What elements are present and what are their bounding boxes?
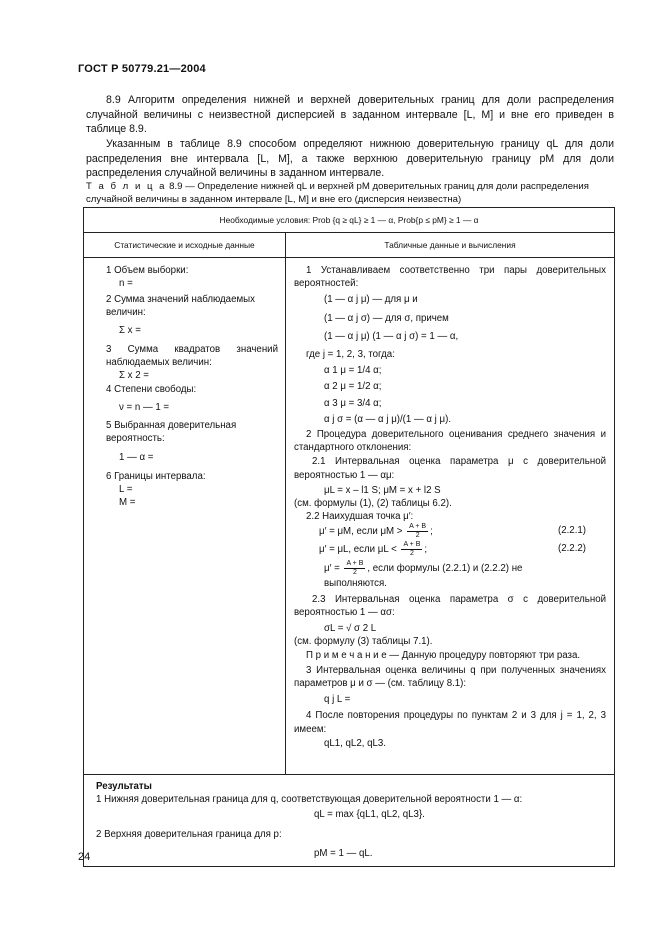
step-3: 3 Интервальная оценка величины q при полученных значениях параметров μ и σ — (см. таблицу 8.1):: [294, 664, 606, 689]
equation-2-2-2: μ′ = μL, если μL < $\frac{A + B}{2}$ ; (2.2.2): [294, 541, 606, 558]
alpha-2: α 2 μ = 1/2 α;: [324, 381, 382, 393]
equation-midpoint-cont: выполняются.: [324, 577, 387, 589]
step-2-2: 2.2 Наихудшая точка μ′:: [306, 511, 414, 523]
step-2-1: 2.1 Интервальная оценка параметра μ с доверительной вероятностью 1 — αμ:: [294, 456, 606, 481]
equation-2-2-1-number: (2.2.1): [558, 525, 586, 537]
table-caption-label: Т а б л и ц а: [86, 181, 167, 192]
step-2-3-ref: (см. формулу (3) таблицы 7.1).: [294, 636, 433, 648]
step-1: 1 Устанавливаем соответственно три пары доверительных вероятностей:: [294, 265, 606, 290]
left-item: 2 Сумма значений наблюдаемых величин:: [106, 294, 255, 318]
calculations-cell: [286, 258, 615, 775]
left-item: 5 Выбранная доверительная вероятность:: [106, 420, 237, 444]
left-item: Σ x =: [119, 325, 141, 336]
equation-2-2-2-number: (2.2.2): [558, 542, 586, 554]
step-2-3: 2.3 Интервальная оценка параметра σ с доверительной вероятностью 1 — ασ:: [294, 593, 606, 618]
fraction: $\frac{A + B}{2}$: [346, 559, 364, 576]
result-1: 1 Нижняя доверительная граница для q, соответствующая доверительной вероятности 1 — α:: [96, 794, 523, 806]
note: П р и м е ч а н и е — Данную процедуру повторяют три раза.: [306, 649, 581, 661]
alpha-1: α 1 μ = 1/4 α;: [324, 365, 382, 377]
step-1d: где j = 1, 2, 3, тогда:: [306, 349, 395, 361]
equation-2-2-2-lhs: μ′ = μL, если μL <: [319, 543, 397, 555]
left-item: 1 — α =: [119, 452, 154, 463]
document-header: ГОСТ Р 50779.21—2004: [78, 63, 206, 75]
intro-paragraph-2: Указанным в таблице 8.9 способом определяют нижнюю доверительную границу qL для доли распределения вне интервала [L, M], а также верхнюю доверительную границу pM для доли распределения случайной величины в заданном интервале.: [86, 138, 614, 180]
step-1b: (1 — α j σ) — для σ, причем: [324, 312, 449, 324]
left-item: 1 Объем выборки:: [106, 265, 189, 276]
conditions-row: Необходимые условия: Prob {q ≥ qL} ≥ 1 — α, Prob{p ≤ pM} ≥ 1 — α: [84, 208, 615, 233]
equation-2-2-1-lhs: μ′ = μM, если μM >: [319, 526, 403, 538]
step-1c: (1 — α j μ) (1 — α j σ) = 1 — α,: [324, 330, 459, 342]
alpha-sigma: α j σ = (α — α j μ)/(1 — α j μ).: [324, 413, 452, 425]
column-header-left: Статистические и исходные данные: [84, 233, 286, 258]
results-title: Результаты: [96, 781, 152, 792]
fraction: $\frac{A + B}{2}$: [409, 523, 427, 540]
table-caption: [86, 181, 614, 206]
equation-midpoint: μ′ = $\frac{A + B}{2}$ , если формулы (2.2.1) и (2.2.2) не: [324, 559, 523, 576]
column-header-right: Табличные данные и вычисления: [286, 233, 615, 258]
result-1-formula: qL = max {qL1, qL2, qL3}.: [314, 809, 425, 821]
table-caption-text: 8.9 — Определение нижней qL и верхней pM доверительных границ для доли распределения случайной величины в заданном интервале [L, M] и вне его (дисперсия неизвестна): [86, 181, 589, 205]
left-item: 4 Степени свободы:: [106, 384, 197, 395]
step-2-1-formula: μL = x – l1 S; μM = x + l2 S: [324, 484, 441, 496]
step-2: 2 Процедура доверительного оценивания среднего значения и стандартного отклонения:: [294, 429, 606, 454]
result-2-formula: pM = 1 — qL.: [314, 847, 373, 859]
input-data-cell: [84, 258, 286, 775]
intro-paragraph-1: 8.9 Алгоритм определения нижней и верхней доверительных границ для доли распределения случайной величины с неизвестной дисперсией в заданном интервале [L, M] и вне его приведен в таблице 8.9.: [86, 94, 614, 136]
left-item: ν = n — 1 =: [119, 402, 170, 413]
result-2: 2 Верхняя доверительная граница для p:: [96, 828, 282, 840]
step-1a: (1 — α j μ) — для μ и: [324, 294, 418, 306]
left-item: 3 Сумма квадратов значений наблюдаемых величин:: [106, 344, 278, 368]
equation-2-2-1: μ′ = μM, если μM > $\frac{A + B}{2}$ ; (2.2.1): [294, 523, 606, 540]
alpha-3: α 3 μ = 3/4 α;: [324, 397, 382, 409]
step-2-3-formula: σL = √ σ 2 L: [324, 623, 377, 635]
left-item: M =: [119, 497, 136, 508]
table-8-9: [83, 207, 615, 867]
fraction: $\frac{A + B}{2}$: [403, 540, 421, 557]
left-item: Σ x 2 =: [119, 370, 149, 381]
left-item: L =: [119, 484, 133, 495]
left-item: n =: [119, 278, 133, 289]
left-item: 6 Границы интервала:: [106, 471, 206, 482]
results-cell: [84, 775, 615, 867]
step-2-1-ref: (см. формулы (1), (2) таблицы 6.2).: [294, 498, 452, 510]
step-3-formula: q j L =: [324, 694, 351, 706]
page-number: 24: [78, 851, 91, 863]
step-4-formula: qL1, qL2, qL3.: [324, 737, 386, 749]
step-4: 4 После повторения процедуры по пунктам 2 и 3 для j = 1, 2, 3 имеем:: [294, 710, 606, 735]
